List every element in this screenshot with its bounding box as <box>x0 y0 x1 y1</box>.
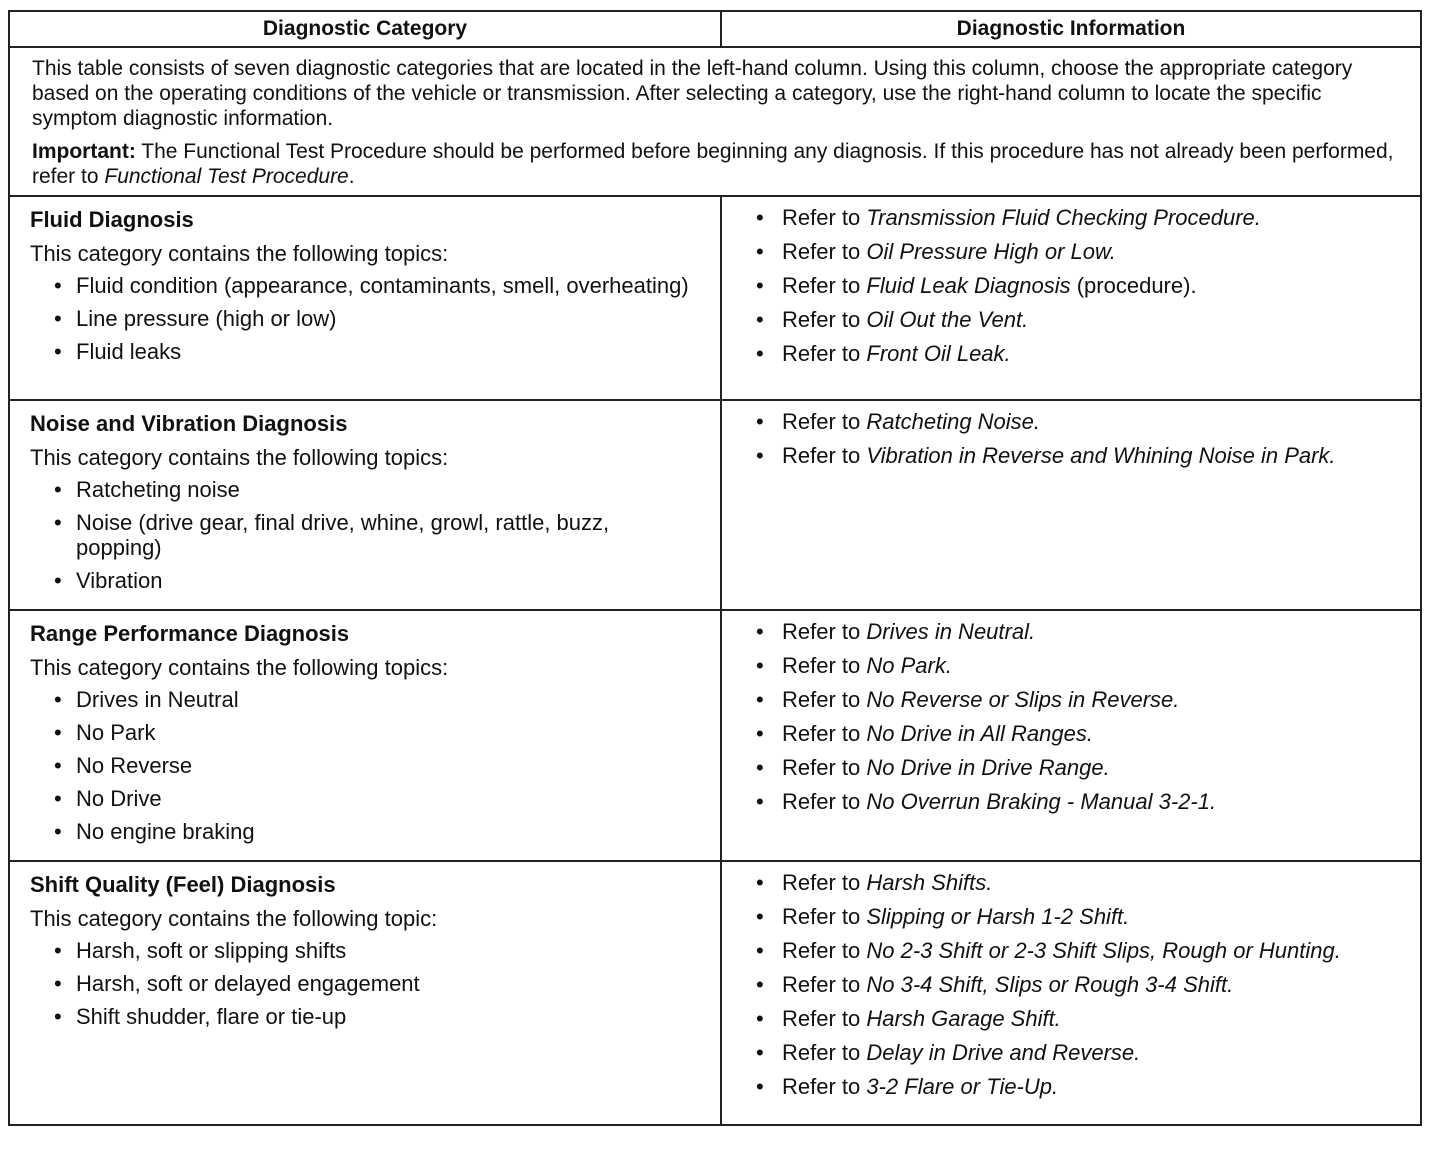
bullet: • <box>756 721 764 746</box>
bullet: • <box>756 619 764 644</box>
category-description: This category contains the following topics: <box>30 445 449 470</box>
category-title: Noise and Vibration Diagnosis <box>30 411 348 436</box>
bullet: • <box>756 687 764 712</box>
reference-prefix: Refer to <box>782 687 867 712</box>
intro-cell <box>9 47 1421 196</box>
reference-list <box>756 870 1400 1099</box>
bullet: • <box>756 789 764 814</box>
topic-text: Ratcheting noise <box>76 477 240 502</box>
bullet: • <box>54 753 62 778</box>
bullet: • <box>54 938 62 963</box>
bullet: • <box>54 786 62 811</box>
category-cell <box>9 196 721 400</box>
reference-prefix: Refer to <box>782 904 867 929</box>
reference-link[interactable]: No 2-3 Shift or 2-3 Shift Slips, Rough or Hunting. <box>866 938 1341 963</box>
reference-list <box>756 619 1400 814</box>
category-cell <box>9 861 721 1125</box>
category-row <box>9 400 1421 610</box>
reference-prefix: Refer to <box>782 938 867 963</box>
reference-item <box>756 972 1400 997</box>
header-row <box>9 11 1421 47</box>
bullet: • <box>54 510 62 535</box>
intro-paragraph: This table consists of seven diagnostic categories that are located in the left-hand column. Using this column, choose the appropriate category based on the operating conditions of the vehicle or transmission. After selecting a category, use the right-hand column to locate the specific symptom diagnostic information. <box>32 57 1353 130</box>
topic-text: Line pressure (high or low) <box>76 306 337 331</box>
reference-link[interactable]: No Park. <box>866 653 952 678</box>
important-end: . <box>348 165 355 188</box>
info-cell <box>721 400 1421 610</box>
reference-link[interactable]: Delay in Drive and Reverse. <box>866 1040 1141 1065</box>
bullet: • <box>54 568 62 593</box>
reference-item <box>756 721 1400 746</box>
category-row <box>9 196 1421 400</box>
topic-item <box>30 339 700 364</box>
reference-prefix: Refer to <box>782 789 867 814</box>
topic-text: Harsh, soft or delayed engagement <box>76 971 420 996</box>
bullet: • <box>756 341 764 366</box>
bullet: • <box>756 205 764 230</box>
info-cell <box>721 861 1421 1125</box>
reference-link[interactable]: No Drive in Drive Range. <box>866 755 1110 780</box>
reference-link[interactable]: No Drive in All Ranges. <box>866 721 1093 746</box>
header-diagnostic-category: Diagnostic Category <box>9 11 721 47</box>
reference-prefix: Refer to <box>782 1040 867 1065</box>
reference-item <box>756 687 1400 712</box>
reference-link[interactable]: Oil Pressure High or Low. <box>866 239 1116 264</box>
bullet: • <box>54 720 62 745</box>
reference-link[interactable]: Harsh Shifts. <box>866 870 993 895</box>
important-text: The Functional Test Procedure should be performed before beginning any diagnosis. If this procedure has not already been performed, refer to <box>32 140 1394 188</box>
reference-item <box>756 1040 1400 1065</box>
bullet: • <box>54 306 62 331</box>
reference-item <box>756 619 1400 644</box>
reference-link[interactable]: Fluid Leak Diagnosis <box>866 273 1071 298</box>
reference-item <box>756 653 1400 678</box>
reference-link[interactable]: No 3-4 Shift, Slips or Rough 3-4 Shift. <box>866 972 1234 997</box>
diagnostic-table <box>8 10 1422 1126</box>
reference-prefix: Refer to <box>782 619 867 644</box>
bullet: • <box>756 409 764 434</box>
bullet: • <box>756 239 764 264</box>
important-ref: Functional Test Procedure <box>104 165 349 188</box>
reference-link[interactable]: Front Oil Leak. <box>866 341 1011 366</box>
bullet: • <box>756 307 764 332</box>
topic-text: Shift shudder, flare or tie-up <box>76 1004 347 1029</box>
category-title: Range Performance Diagnosis <box>30 621 350 646</box>
bullet: • <box>756 653 764 678</box>
bullet: • <box>756 755 764 780</box>
reference-item <box>756 755 1400 780</box>
topic-text: Harsh, soft or slipping shifts <box>76 938 347 963</box>
reference-item <box>756 904 1400 929</box>
category-description: This category contains the following topics: <box>30 655 449 680</box>
category-cell <box>9 400 721 610</box>
reference-item <box>756 273 1400 298</box>
reference-list <box>756 205 1400 366</box>
bullet: • <box>756 1074 764 1099</box>
topic-text: No Park <box>76 720 156 745</box>
topic-list <box>30 477 700 593</box>
topic-text: Fluid leaks <box>76 339 182 364</box>
topic-item <box>30 687 700 712</box>
intro-row <box>9 47 1421 196</box>
bullet: • <box>54 971 62 996</box>
topic-item <box>30 306 700 331</box>
bullet: • <box>756 904 764 929</box>
bullet: • <box>756 870 764 895</box>
topic-list <box>30 687 700 844</box>
topic-item <box>30 568 700 593</box>
bullet: • <box>756 972 764 997</box>
reference-prefix: Refer to <box>782 239 867 264</box>
reference-link[interactable]: No Overrun Braking - Manual 3-2-1. <box>866 789 1217 814</box>
reference-item <box>756 938 1400 963</box>
header-diagnostic-information: Diagnostic Information <box>721 11 1421 47</box>
info-cell <box>721 196 1421 400</box>
info-cell <box>721 610 1421 861</box>
reference-prefix: Refer to <box>782 1074 867 1099</box>
reference-list <box>756 409 1400 468</box>
bullet: • <box>756 1040 764 1065</box>
reference-prefix: Refer to <box>782 721 867 746</box>
bullet: • <box>54 273 62 298</box>
category-row <box>9 610 1421 861</box>
reference-prefix: Refer to <box>782 307 867 332</box>
topic-item <box>30 786 700 811</box>
reference-item <box>756 1074 1400 1099</box>
bullet: • <box>54 477 62 502</box>
topic-item <box>30 510 700 560</box>
reference-prefix: Refer to <box>782 443 867 468</box>
category-title: Shift Quality (Feel) Diagnosis <box>30 872 336 897</box>
reference-item <box>756 1006 1400 1031</box>
reference-prefix: Refer to <box>782 653 867 678</box>
reference-item <box>756 870 1400 895</box>
reference-item <box>756 409 1400 434</box>
bullet: • <box>756 273 764 298</box>
reference-link[interactable]: Slipping or Harsh 1-2 Shift. <box>866 904 1130 929</box>
topic-text: Vibration <box>76 568 163 593</box>
reference-item <box>756 205 1400 230</box>
topic-item <box>30 819 700 844</box>
reference-item <box>756 789 1400 814</box>
reference-link[interactable]: 3-2 Flare or Tie-Up. <box>866 1074 1059 1099</box>
topic-text: Fluid condition (appearance, contaminants, smell, overheating) <box>76 273 689 298</box>
reference-prefix: Refer to <box>782 273 867 298</box>
bullet: • <box>54 339 62 364</box>
bullet: • <box>54 819 62 844</box>
reference-suffix: (procedure). <box>1070 273 1197 298</box>
category-description: This category contains the following topic: <box>30 906 438 931</box>
topic-list <box>30 273 700 364</box>
important-label: Important: <box>32 140 136 163</box>
reference-link[interactable]: Ratcheting Noise. <box>866 409 1041 434</box>
reference-item <box>756 443 1400 468</box>
important-note <box>32 139 1398 189</box>
reference-item <box>756 239 1400 264</box>
topic-item <box>30 971 700 996</box>
reference-link[interactable]: No Reverse or Slips in Reverse. <box>866 687 1180 712</box>
reference-prefix: Refer to <box>782 870 867 895</box>
topic-text: No Reverse <box>76 753 193 778</box>
topic-item <box>30 720 700 745</box>
reference-link[interactable]: Vibration in Reverse and Whining Noise in Park. <box>866 443 1336 468</box>
topic-item <box>30 753 700 778</box>
reference-prefix: Refer to <box>782 972 867 997</box>
reference-item <box>756 307 1400 332</box>
topic-text: No engine braking <box>76 819 255 844</box>
topic-item <box>30 273 700 298</box>
topic-text: Drives in Neutral <box>76 687 239 712</box>
reference-prefix: Refer to <box>782 341 867 366</box>
category-row <box>9 861 1421 1125</box>
reference-item <box>756 341 1400 366</box>
reference-link[interactable]: Drives in Neutral. <box>866 619 1036 644</box>
topic-item <box>30 477 700 502</box>
category-title: Fluid Diagnosis <box>30 207 194 232</box>
topic-item <box>30 938 700 963</box>
topic-item <box>30 1004 700 1029</box>
topic-text: Noise (drive gear, final drive, whine, growl, rattle, buzz, popping) <box>76 510 610 560</box>
reference-link[interactable]: Oil Out the Vent. <box>866 307 1029 332</box>
reference-link[interactable]: Harsh Garage Shift. <box>866 1006 1061 1031</box>
topic-list <box>30 938 700 1029</box>
reference-prefix: Refer to <box>782 409 867 434</box>
reference-link[interactable]: Transmission Fluid Checking Procedure. <box>866 205 1261 230</box>
topic-text: No Drive <box>76 786 162 811</box>
reference-prefix: Refer to <box>782 205 867 230</box>
reference-prefix: Refer to <box>782 1006 867 1031</box>
bullet: • <box>756 443 764 468</box>
category-description: This category contains the following topics: <box>30 241 449 266</box>
bullet: • <box>756 938 764 963</box>
bullet: • <box>54 1004 62 1029</box>
reference-prefix: Refer to <box>782 755 867 780</box>
bullet: • <box>756 1006 764 1031</box>
category-cell <box>9 610 721 861</box>
bullet: • <box>54 687 62 712</box>
